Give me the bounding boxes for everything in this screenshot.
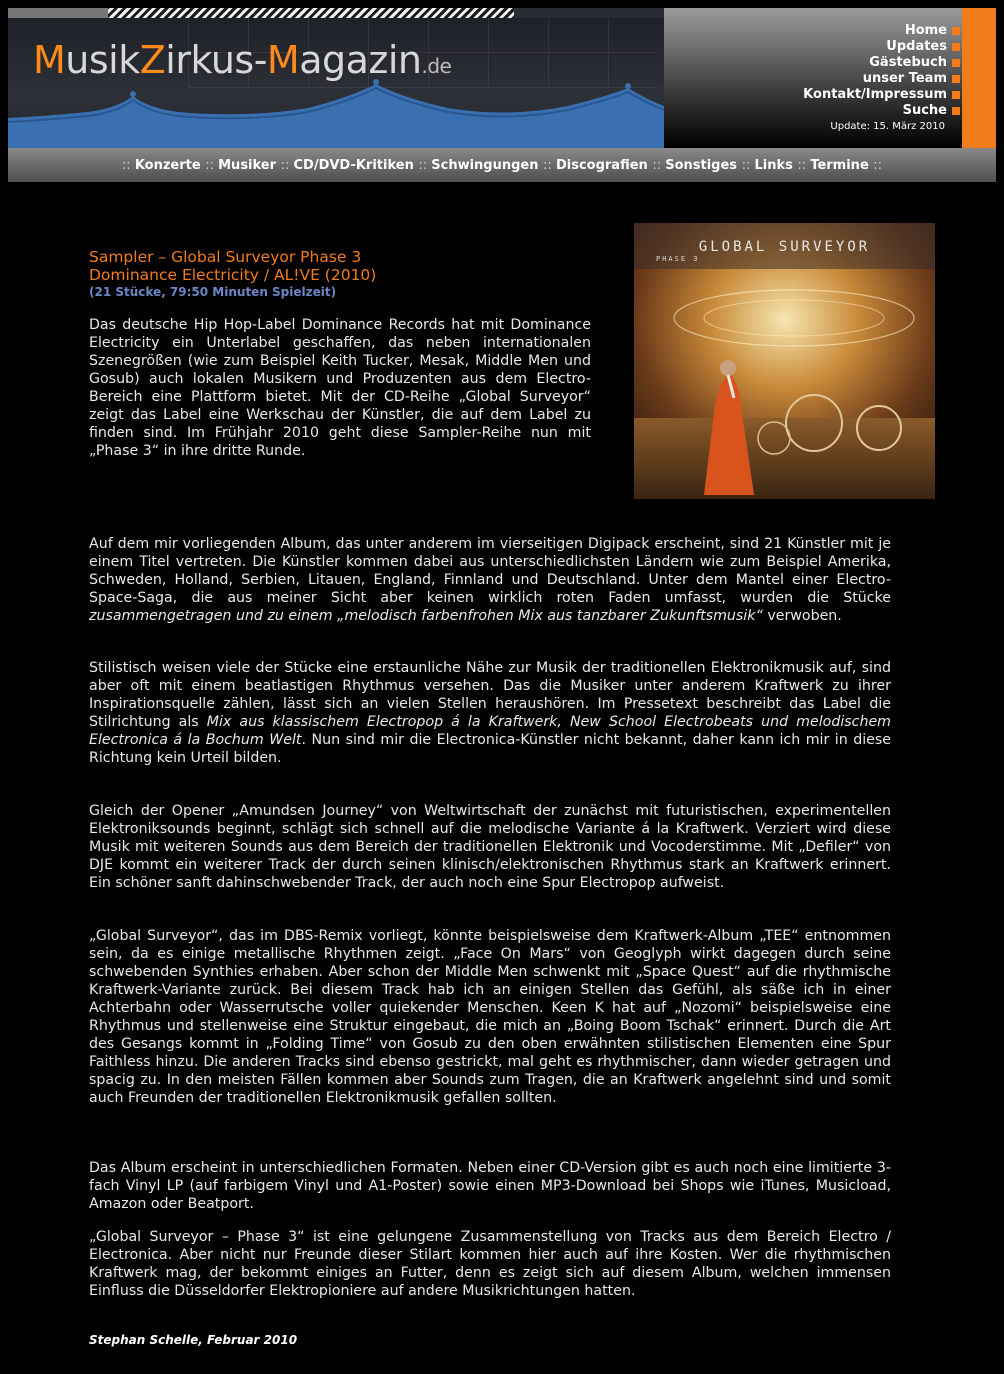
logo-tld: .de	[421, 54, 452, 78]
nav-link-guestbook[interactable]	[803, 55, 947, 71]
article-paragraph: „Global Surveyor“, das im DBS-Remix vorliegt, könnte beispielsweise dem Kraftwerk-Album „TEE“ entnommen sein, da es einige metallische Rhythmen zeigt. „Face On Mars“ von Geoglyph wirkt dagegen durch seine schwebenden Synthies erhaben. Aber schon der Middle Men schwenkt mit „Space Quest“ auf die rhythmische Kraftwerk-Variante zurück. Bei diesem Track hab ich an einigen Stellen das Gefühl, als säße ich in einer Achterbahn oder Wasserrutsche voller quiekender Menschen. Keen K hat auf „Nozomi“ beispielsweise eine Rhythmus und stellenweise eine Struktur eingebaut, die mich an „Boing Boom Tschak“ erinnert. Durch die Art des Gesangs kommt in „Folding Time“ von Gosub zu den oben erwähnten stilistischen Elementen eine Spur Faithless hinzu. Die anderen Tracks sind ebenso gestrickt, mal geht es rhythmischer, dann wieder getragen und spacig zu. In den meisten Fällen kommen aber Sounds zum Tragen, die an Kraftwerk angelehnt sind und somit auch Freunden der traditionellen Elektronikmusik gefallen sollten.	[89, 928, 891, 1106]
logo-letter: M	[33, 38, 66, 82]
nav-link-team[interactable]	[803, 71, 947, 87]
site-header	[8, 8, 996, 148]
site-logo[interactable]	[33, 38, 451, 82]
topnav-link-schwingungen[interactable]: Schwingungen	[431, 158, 539, 173]
nav-link-search[interactable]	[803, 103, 947, 119]
nav-tab-marker	[952, 59, 960, 67]
nav-tab-marker	[952, 27, 960, 35]
cover-title: GLOBAL SURVEYOR	[698, 239, 871, 255]
nav-tab-marker	[952, 75, 960, 83]
article-title: Sampler – Global Surveyor Phase 3	[89, 248, 362, 266]
paragraph-text: verwoben.	[762, 608, 842, 624]
logo-letter: Z	[139, 38, 166, 82]
article-paragraph-conclusion: „Global Surveyor – Phase 3“ ist eine gelungene Zusammenstellung von Tracks aus dem Bereich Electro / Electronica. Aber nicht nur Freunde dieser Stilart kommen hier auch auf ihre Kosten. Wer die rhythmischen Kraftwerk mag, der bekommt einiges an Futter, denn es zeigt sich auf diesem Album, welchen immensen Einfluss die Düsseldorfer Elektropioniere auf andere Musikrichtungen hatten.	[89, 1229, 891, 1299]
nav-tab-marker	[952, 43, 960, 51]
paragraph-text: Stilistisch weisen viele der Stücke eine erstaunliche Nähe zur Musik der traditionellen Elektronikmusik auf, sind aber oft mit einem beatlastigen Rhythmus versehen. Das die Musiker unter anderem Kraftwerk zu ihrer Inspirationsquelle zählen, lässt sich an vielen Stellen heraushören. Im Pressetext beschreibt das Label die Stilrichtung als	[89, 660, 891, 730]
main-navigation-bar: :: Konzerte :: Musiker :: CD/DVD-Kritiken :: Schwingungen :: Discografien :: Sonstiges :: Links :: Termine ::	[8, 148, 996, 182]
logo-text: irkus-	[165, 38, 267, 82]
album-cover-image	[634, 223, 935, 499]
nav-tab-marker	[952, 91, 960, 99]
nav-link-home[interactable]	[803, 23, 947, 39]
logo-text: agazin	[299, 38, 422, 82]
decorative-strip	[8, 8, 514, 18]
topnav-link-konzerte[interactable]: Konzerte	[134, 158, 201, 173]
article-paragraph-intro: Das deutsche Hip Hop-Label Dominance Records hat mit Dominance Electricity ein Unterlabel geschaffen, das neben internationalen Szenegrößen (wie zum Beispiel Keith Tucker, Mesak, Middle Men und Gosub) auch lokalen Musikern und Produzenten aus dem Electro-Bereich eine Plattform bietet. Mit der CD-Reihe „Global Surveyor“ zeigt das Label eine Werkschau der Künstler, die auf dem Label zu finden sind. Im Frühjahr 2010 geht diese Sampler-Reihe nun mit „Phase 3“ in ihre dritte Runde.	[89, 317, 591, 459]
article-header	[89, 248, 609, 299]
nav-link-label: Home	[904, 23, 947, 38]
logo-text: usik	[65, 38, 140, 82]
topnav-link-discografien[interactable]: Discografien	[555, 158, 648, 173]
nav-link-label: Updates	[886, 39, 947, 54]
article-paragraph: Gleich der Opener „Amundsen Journey“ von Weltwirtschaft der zunächst mit futuristischen, experimentellen Elektroniksounds beginnt, schlägt sich schnell auf die melodische Variante á la Kraftwerk. Verziert wird diese Musik mit weiteren Sounds aus dem Bereich der traditionellen Elektronik und Vocoderstimme. Mit „Defiler“ von DJE kommt ein weiterer Track der durch seinen klinisch/elektronischen Rhythmus stark an Kraftwerk erinnert. Ein schöner sanft dahinschwebender Track, der auch noch eine Spur Electropop aufweist.	[89, 803, 891, 891]
article-paragraph	[89, 659, 891, 767]
article-paragraph: Das Album erscheint in unterschiedlichen Formaten. Neben einer CD-Version gibt es auch noch eine limitierte 3-fach Vinyl LP (auf farbigem Vinyl und A1-Poster) sowie einen MP3-Download bei Shops wie iTunes, Musicload, Amazon oder Beatport.	[89, 1160, 891, 1212]
nav-link-label: Gästebuch	[869, 55, 947, 70]
paragraph-text: . Nun sind mir die Electronica-Künstler nicht bekannt, daher kann ich mir in diese Richtung kein Urteil bilden.	[89, 732, 891, 766]
nav-link-label: Suche	[902, 103, 947, 118]
topnav-link-cd-dvd-kritiken[interactable]: CD/DVD-Kritiken	[293, 158, 414, 173]
logo-letter: M	[266, 38, 300, 82]
topnav-link-sonstiges[interactable]: Sonstiges	[665, 158, 738, 173]
topnav-link-termine[interactable]: Termine	[810, 158, 869, 173]
topnav-link-musiker[interactable]: Musiker	[218, 158, 277, 173]
paragraph-quote: zusammengetragen und zu einem „melodisch farbenfrohen Mix aus tanzbarer Zukunftsmusik“	[89, 608, 763, 624]
topnav-link-links[interactable]: Links	[754, 158, 793, 173]
article-label-line: Dominance Electricity / AL!VE (2010)	[89, 266, 377, 284]
article-paragraph	[89, 535, 891, 625]
nav-link-label: unser Team	[862, 71, 947, 86]
paragraph-text: Auf dem mir vorliegenden Album, das unter anderem im vierseitigen Digipack erscheint, sind 21 Künstler mit je einem Titel vertreten. Die Künstler kommen dabei aus unterschiedlichsten Ländern wie zum Beispiel Amerika, Schweden, Holland, Serbien, Litauen, England, Finnland und Deutschland. Unter dem Mantel einer Electro-Space-Saga, die aus meiner Sicht aber keinen wirklich roten Faden umfasst, wurden die Stücke	[89, 536, 891, 606]
update-date: Update: 15. März 2010	[830, 121, 945, 132]
nav-tab-marker	[952, 107, 960, 115]
article-author: Stephan Schelle, Februar 2010	[89, 1333, 298, 1347]
nav-link-label: Kontakt/Impressum	[803, 87, 947, 102]
nav-link-updates[interactable]	[803, 39, 947, 55]
orange-sidebar-stripe	[962, 8, 996, 148]
paragraph-quote: Mix aus klassischem Electropop á la Kraftwerk, New School Electrobeats und melodischem Electronica á la Bochum Welt	[89, 714, 891, 748]
side-navigation	[803, 23, 947, 119]
cover-subtitle: PHASE 3	[656, 255, 700, 263]
tent-silhouette	[8, 78, 664, 148]
nav-link-contact[interactable]	[803, 87, 947, 103]
article-track-info: (21 Stücke, 79:50 Minuten Spielzeit)	[89, 285, 337, 299]
